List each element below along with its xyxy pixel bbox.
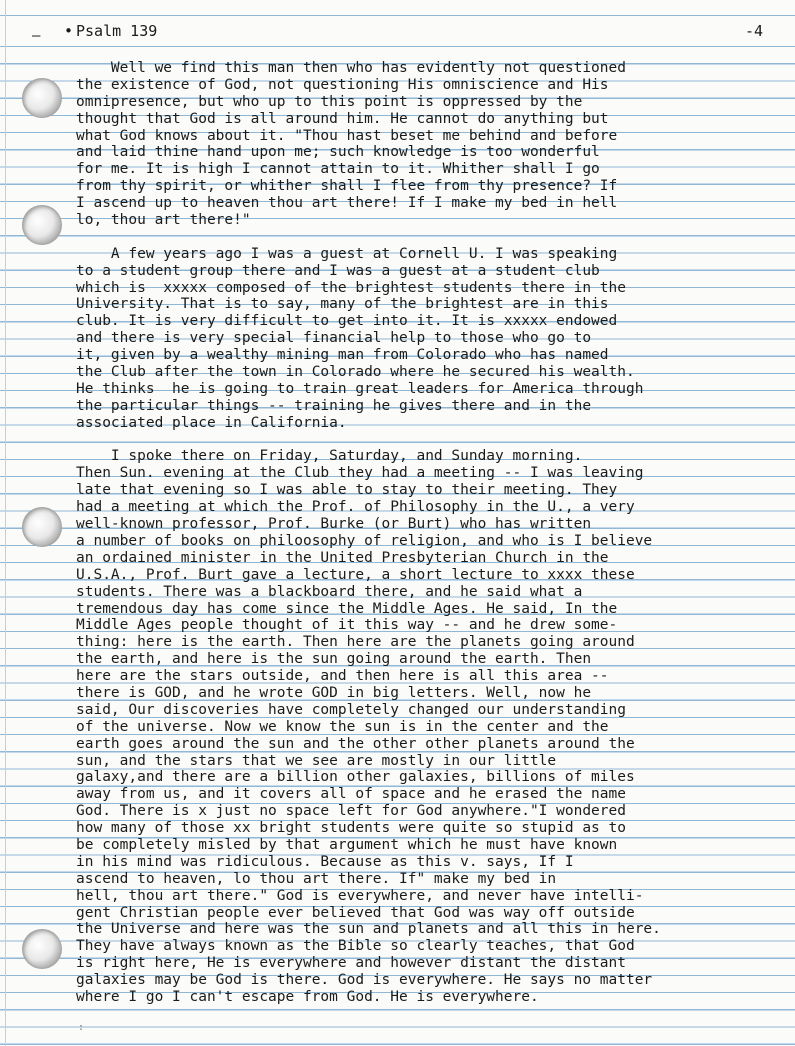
text-line: U.S.A., Prof. Burt gave a lecture, a short lecture to xxxx these [76, 566, 635, 583]
text-line: He thinks he is going to train great leaders for America through [76, 380, 644, 397]
bullet-mark: • [64, 22, 74, 40]
text-line: away from us, and it covers all of space and he erased the name [76, 786, 626, 803]
text-line: the Universe and here was the sun and planets and all this in here. [76, 921, 661, 938]
text-line: here are the stars outside, and then here is all this area -- [76, 668, 609, 685]
binder-hole [22, 929, 62, 969]
margin-dot: : [78, 1022, 85, 1033]
text-line: club. It is very difficult to get into it. It is xxxxx endowed [76, 313, 618, 330]
text-line: for me. It is high I cannot attain to it. Whither shall I go [76, 161, 600, 178]
text-line: sun, and the stars that we see are mostly in our little [76, 752, 557, 769]
text-line: said, Our discoveries have completely changed our understanding [76, 701, 626, 718]
text-line: A few years ago I was a guest at Cornell U. I was speaking [76, 245, 618, 262]
text-line: gent Christian people ever believed that God was way off outside [76, 904, 635, 921]
page-number: -4 [744, 22, 763, 40]
binder-hole [22, 78, 62, 118]
binder-hole [22, 507, 62, 547]
paragraph [76, 60, 756, 229]
text-line: and laid thine hand upon me; such knowledge is too wonderful [76, 144, 600, 161]
text-line: there is GOD, and he wrote GOD in big letters. Well, now he [76, 684, 592, 701]
text-line: earth goes around the sun and the other other planets around the [76, 735, 635, 752]
text-line: is right here, He is everywhere and however distant the distant [76, 955, 626, 972]
text-line: it, given by a wealthy mining man from Colorado who has named [76, 347, 609, 364]
text-line: I spoke there on Friday, Saturday, and Sunday morning. [76, 448, 583, 465]
text-line: and there is very special financial help to those who go to [76, 330, 592, 347]
text-line: to a student group there and I was a guest at a student club [76, 262, 600, 279]
text-line: of the universe. Now we know the sun is in the center and the [76, 718, 609, 735]
text-line: lo, thou art there!" [76, 212, 251, 229]
text-line: galaxies may be God is there. God is everywhere. He says no matter [76, 972, 653, 989]
text-line: which is xxxxx composed of the brightest students there in the [76, 279, 626, 296]
margin-line [5, 0, 6, 1046]
margin-tick-mark: – [32, 28, 41, 44]
text-line: thought that God is all around him. He cannot do anything but [76, 110, 609, 127]
text-line: They have always known as the Bible so clearly teaches, that God [76, 938, 635, 955]
text-line: the existence of God, not questioning His omniscience and His [76, 76, 609, 93]
text-line: the earth, and here is the sun going around the earth. Then [76, 651, 592, 668]
text-line: an ordained minister in the United Presbyterian Church in the [76, 549, 609, 566]
text-line: Then Sun. evening at the Club they had a meeting -- I was leaving [76, 465, 644, 482]
text-line: omnipresence, but who up to this point is oppressed by the [76, 93, 583, 110]
text-line: had a meeting at which the Prof. of Philosophy in the U., a very [76, 499, 635, 516]
text-line: students. There was a blackboard there, and he said what a [76, 583, 583, 600]
text-line: a number of books on philoosophy of religion, and who is I believe [76, 532, 653, 549]
text-line: God. There is x just no space left for God anywhere."I wondered [76, 803, 626, 820]
page-header [64, 22, 763, 44]
text-line: late that evening so I was able to stay to their meeting. They [76, 482, 618, 499]
text-line: in his mind was ridiculous. Because as this v. says, If I [76, 853, 574, 870]
text-line: thing: here is the earth. Then here are the planets going around [76, 634, 635, 651]
text-line: I ascend up to heaven thou art there! If I make my bed in hell [76, 195, 618, 212]
text-line: associated place in California. [76, 414, 347, 431]
text-line: University. That is to say, many of the brightest are in this [76, 296, 609, 313]
document-body [76, 60, 756, 1006]
binder-hole [22, 205, 62, 245]
text-line: well-known professor, Prof. Burke (or Burt) who has written [76, 516, 592, 533]
text-line: where I go I can't escape from God. He is everywhere. [76, 988, 539, 1005]
text-line: be completely misled by that argument which he must have known [76, 836, 618, 853]
text-line: ascend to heaven, lo thou art there. If" make my bed in [76, 870, 557, 887]
text-line: how many of those xx bright students were quite so stupid as to [76, 820, 626, 837]
text-line: Well we find this man then who has evidently not questioned [76, 60, 626, 76]
page-title: Psalm 139 [76, 22, 158, 40]
text-line: Middle Ages people thought of it this way -- and he drew some- [76, 617, 618, 634]
text-line: the particular things -- training he gives there and in the [76, 397, 592, 414]
text-line: the Club after the town in Colorado where he secured his wealth. [76, 364, 635, 381]
text-line: hell, thou art there." God is everywhere, and never have intelli- [76, 887, 644, 904]
paragraph [76, 448, 756, 1005]
paragraph [76, 246, 756, 432]
text-line: from thy spirit, or whither shall I flee from thy presence? If [76, 178, 618, 195]
text-line: galaxy,and there are a billion other galaxies, billions of miles [76, 769, 635, 786]
text-line: what God knows about it. "Thou hast beset me behind and before [76, 127, 618, 144]
text-line: tremendous day has come since the Middle Ages. He said, In the [76, 600, 618, 617]
